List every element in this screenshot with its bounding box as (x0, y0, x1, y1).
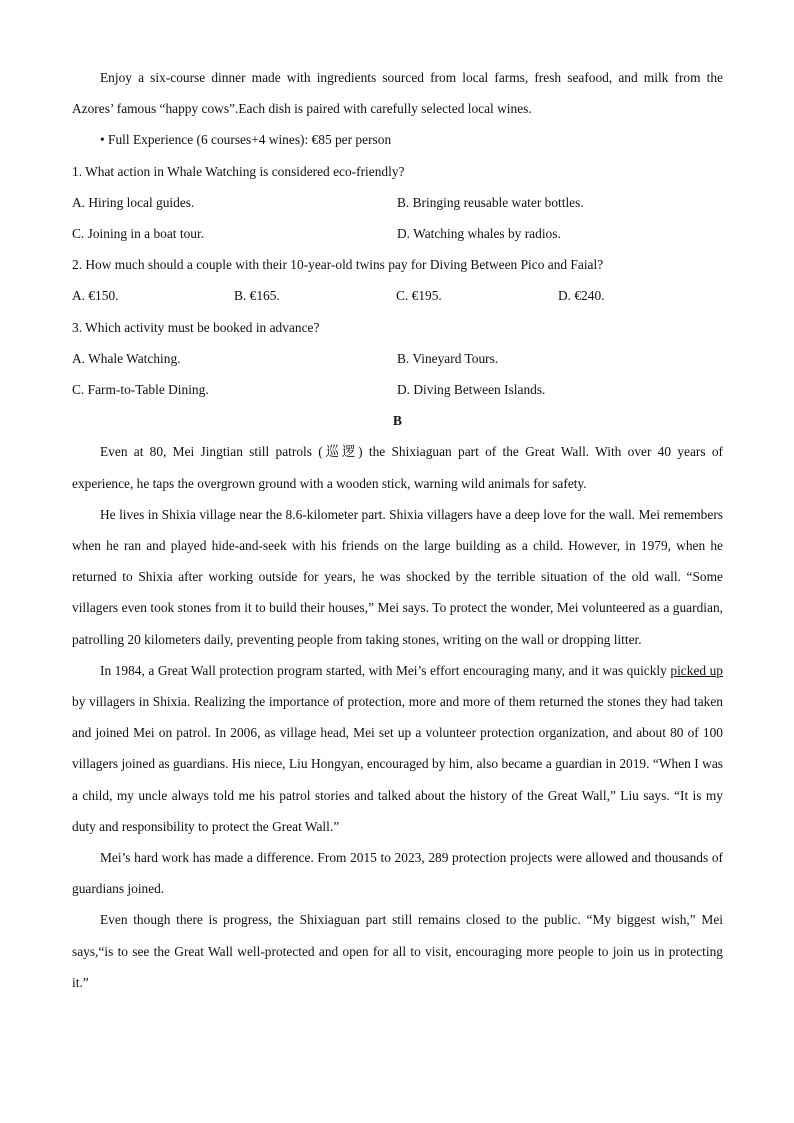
question-2-option-c: C. €195. (396, 288, 442, 304)
underlined-phrase: picked up (670, 662, 724, 678)
question-3-stem: 3. Which activity must be booked in advance? (72, 319, 320, 335)
question-3-option-a: A. Whale Watching. (72, 350, 181, 366)
question-3-option-c: C. Farm-to-Table Dining. (72, 382, 209, 398)
question-3-options-row-2 (72, 374, 723, 405)
passage-paragraph-5: Even though there is progress, the Shixiaguan part still remains closed to the public. “My biggest wish,” Mei says,“is to see the Great Wall well-protected and open for all to visit, encouraging more people to join us in protecting it.” (72, 912, 723, 990)
question-3-option-b: B. Vineyard Tours. (397, 350, 499, 366)
question-1-option-a: A. Hiring local guides. (72, 194, 195, 210)
paragraph-3-text-end: by villagers in Shixia. Realizing the importance of protection, more and more of them returned the stones they had taken and joined Mei on patrol. In 2006, as village head, Mei set up a volunteer protection organization, and about 80 of 100 villagers joined as guardians. His niece, Liu Hongyan, encouraged by him, also became a guardian in 2019. “When I was a child, my uncle always told me his patrol stories and talked about the history of the Great Wall,” Liu says. “It is my duty and responsibility to protect the Great Wall.” (72, 694, 723, 834)
question-2-stem: 2. How much should a couple with their 10-year-old twins pay for Diving Between Pico and Faial? (72, 257, 604, 273)
passage-paragraph-2: He lives in Shixia village near the 8.6-kilometer part. Shixia villagers have a deep love for the wall. Mei remembers when he ran and played hide-and-seek with his friends on the large building as a child. However, in 1979, when he returned to Shixia after working outside for years, he was shocked by the terrible situation of the old wall. “Some villagers even took stones from it to build their houses,” Mei says. To protect the wonder, Mei volunteered as a guardian, patrolling 20 kilometers daily, preventing people from taking stones, writing on the wall or dropping litter. (72, 506, 723, 647)
section-heading: B (393, 413, 402, 429)
question-1-option-c: C. Joining in a boat tour. (72, 226, 205, 242)
passage-paragraph-1: Even at 80, Mei Jingtian still patrols (巡逻) the Shixiaguan part of the Great Wall. With over 40 years of experience, he taps the overgrown ground with a wooden stick, warning wild animals for safety. (72, 444, 723, 491)
passage-paragraph-4: Mei’s hard work has made a difference. From 2015 to 2023, 289 protection projects were allowed and thousands of guardians joined. (72, 850, 723, 897)
question-1-stem: 1. What action in Whale Watching is considered eco-friendly? (72, 163, 405, 179)
question-3-options-row-1 (72, 343, 723, 374)
question-2-option-d: D. €240. (558, 288, 605, 304)
question-1-options-row-1 (72, 187, 723, 218)
question-2-options-row (72, 280, 723, 311)
question-2-option-b: B. €165. (234, 288, 280, 304)
intro-paragraph: Enjoy a six-course dinner made with ingredients sourced from local farms, fresh seafood, and milk from the Azores’ famous “happy cows”.Each dish is paired with carefully selected local wines. (72, 70, 723, 117)
question-1-option-d: D. Watching whales by radios. (397, 226, 561, 242)
question-3-option-d: D. Diving Between Islands. (397, 382, 546, 398)
passage-paragraph-3 (72, 655, 723, 842)
question-2-option-a: A. €150. (72, 288, 119, 304)
document-page (72, 62, 723, 998)
price-bullet: • Full Experience (6 courses+4 wines): €85 per person (100, 132, 392, 148)
paragraph-3-text-start: In 1984, a Great Wall protection program started, with Mei’s effort encouraging many, and it was quickly (100, 662, 671, 678)
question-1-options-row-2 (72, 218, 723, 249)
question-1-option-b: B. Bringing reusable water bottles. (397, 194, 584, 210)
